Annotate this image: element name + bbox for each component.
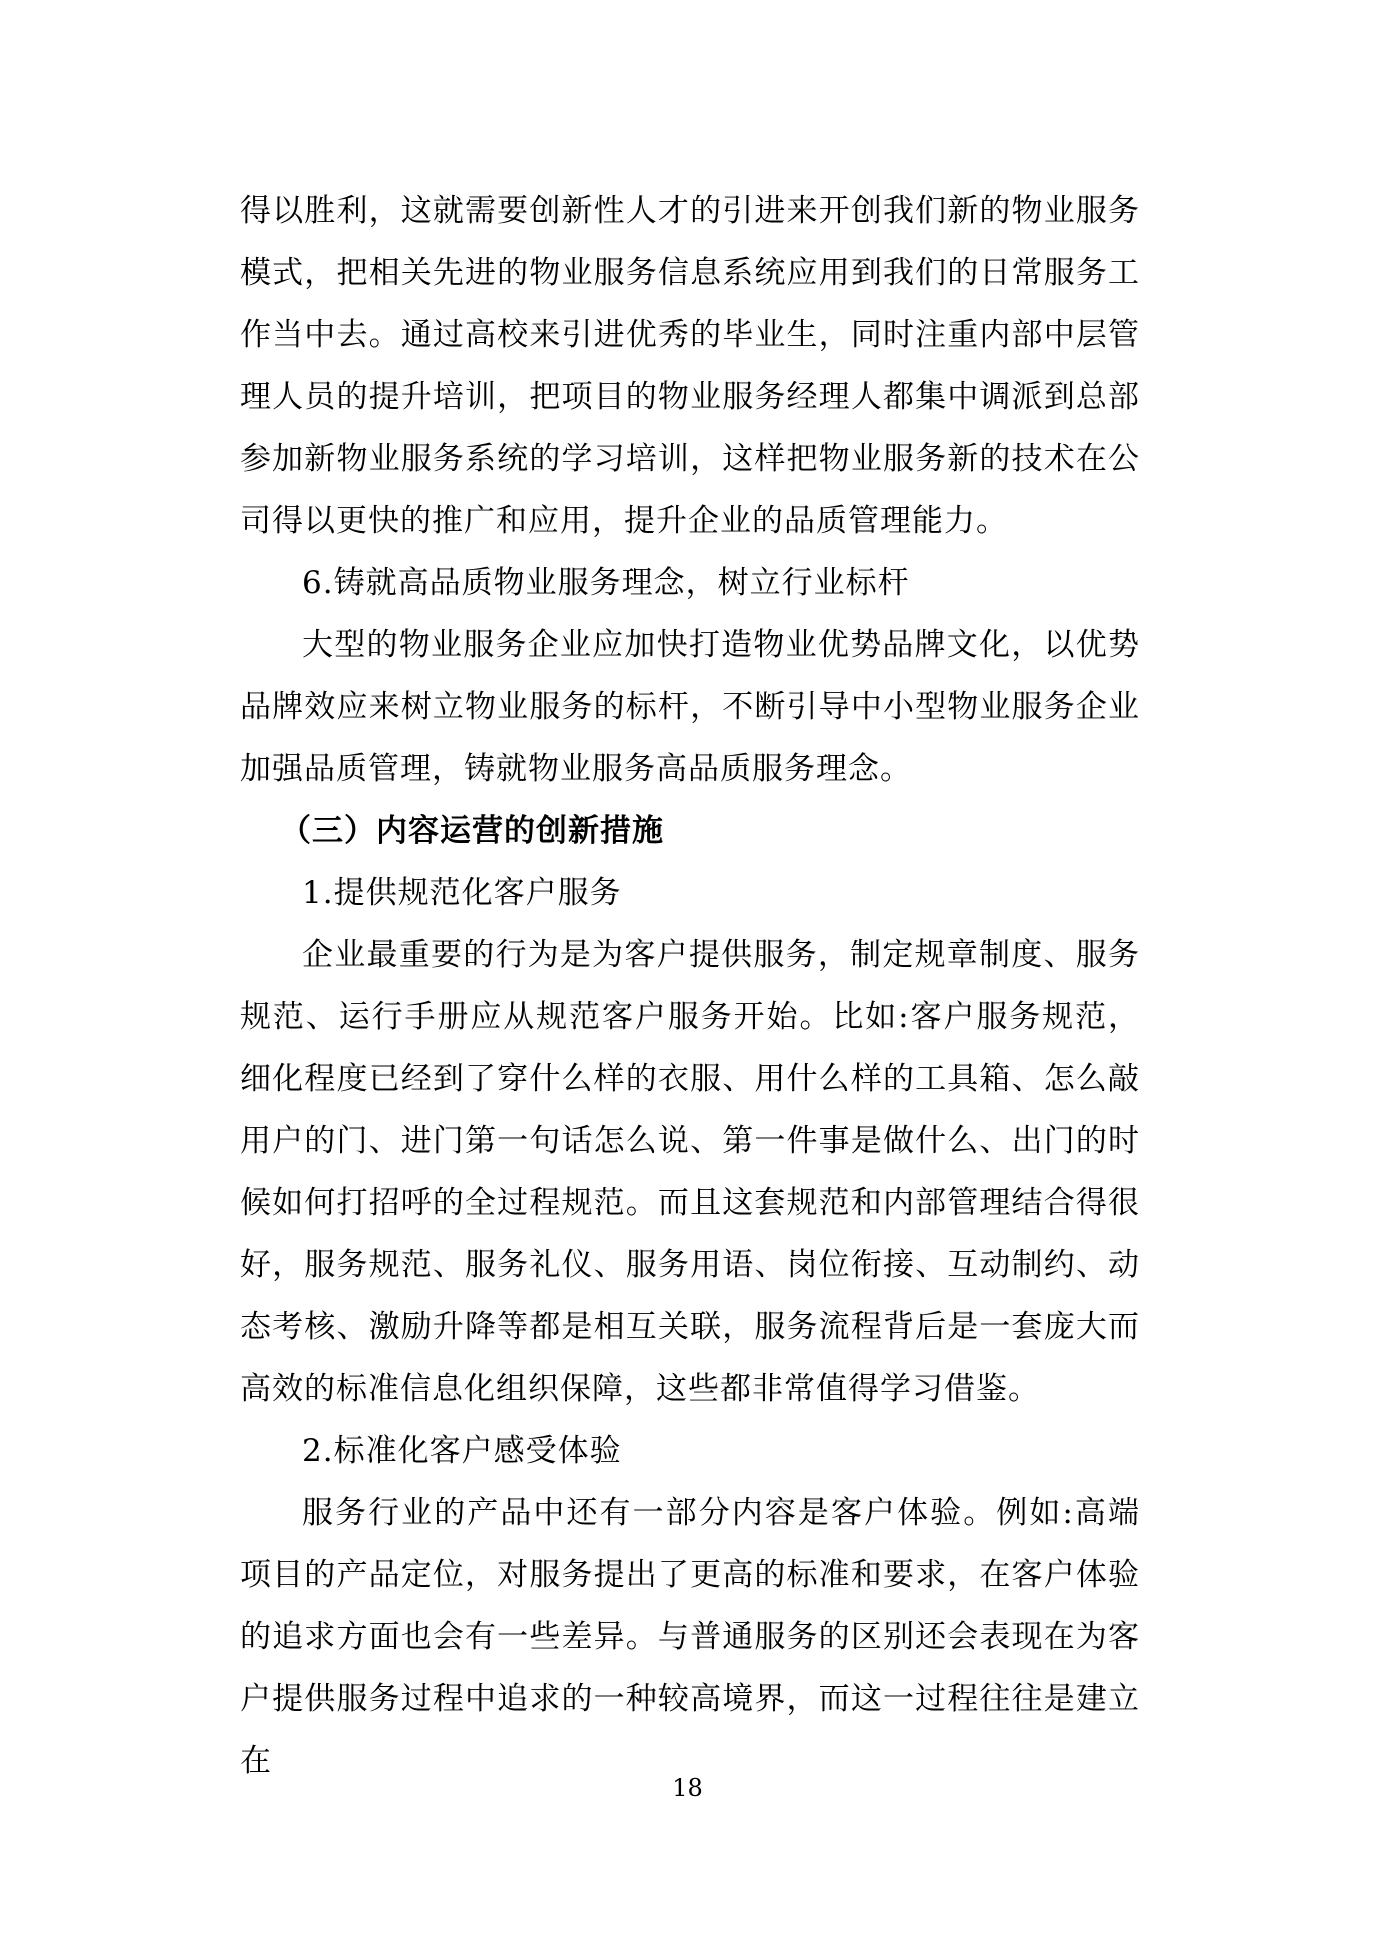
item-2-heading: 2.标准化客户感受体验 bbox=[302, 1433, 622, 1469]
item-1-paragraph: 企业最重要的行为是为客户提供服务，制定规章制度、服务规范、运行手册应从规范客户服务开始。比如:客户服务规范，细化程度已经到了穿什么样的衣服、用什么样的工具箱、怎么敲用户的门、进门第一句话怎么说、第一件事是做什么、出门的时候如何打招呼的全过程规范。而且这套规范和内部管理结合得很好，服务规范、服务礼仪、服务用语、岗位衔接、互动制约、动态考核、激励升降等都是相互关联，服务流程背后是一套庞大而高效的标准信息化组织保障，这些都非常值得学习借鉴。 bbox=[240, 937, 1140, 1407]
item-2-paragraph: 服务行业的产品中还有一部分内容是客户体验。例如:高端项目的产品定位，对服务提出了更高的标准和要求，在客户体验的追求方面也会有一些差异。与普通服务的区别还会表现在为客户提供服务过程中追求的一种较高境界，而这一过程往往是建立在 bbox=[240, 1495, 1140, 1779]
part-3-heading: （三）内容运营的创新措施 bbox=[280, 813, 664, 849]
continuation-paragraph: 得以胜利，这就需要创新性人才的引进来开创我们新的物业服务模式，把相关先进的物业服务信息系统应用到我们的日常服务工作当中去。通过高校来引进优秀的毕业生，同时注重内部中层管理人员的提升培训，把项目的物业服务经理人都集中调派到总部参加新物业服务系统的学习培训，这样把物业服务新的技术在公司得以更快的推广和应用，提升企业的品质管理能力。 bbox=[240, 193, 1140, 539]
section-6-paragraph: 大型的物业服务企业应加快打造物业优势品牌文化，以优势品牌效应来树立物业服务的标杆，不断引导中小型物业服务企业加强品质管理，铸就物业服务高品质服务理念。 bbox=[240, 627, 1140, 787]
page-number: 18 bbox=[672, 1774, 703, 1802]
section-6-heading: 6.铸就高品质物业服务理念，树立行业标杆 bbox=[302, 565, 910, 601]
body-text bbox=[240, 180, 1140, 1792]
item-1-heading: 1.提供规范化客户服务 bbox=[302, 875, 622, 911]
